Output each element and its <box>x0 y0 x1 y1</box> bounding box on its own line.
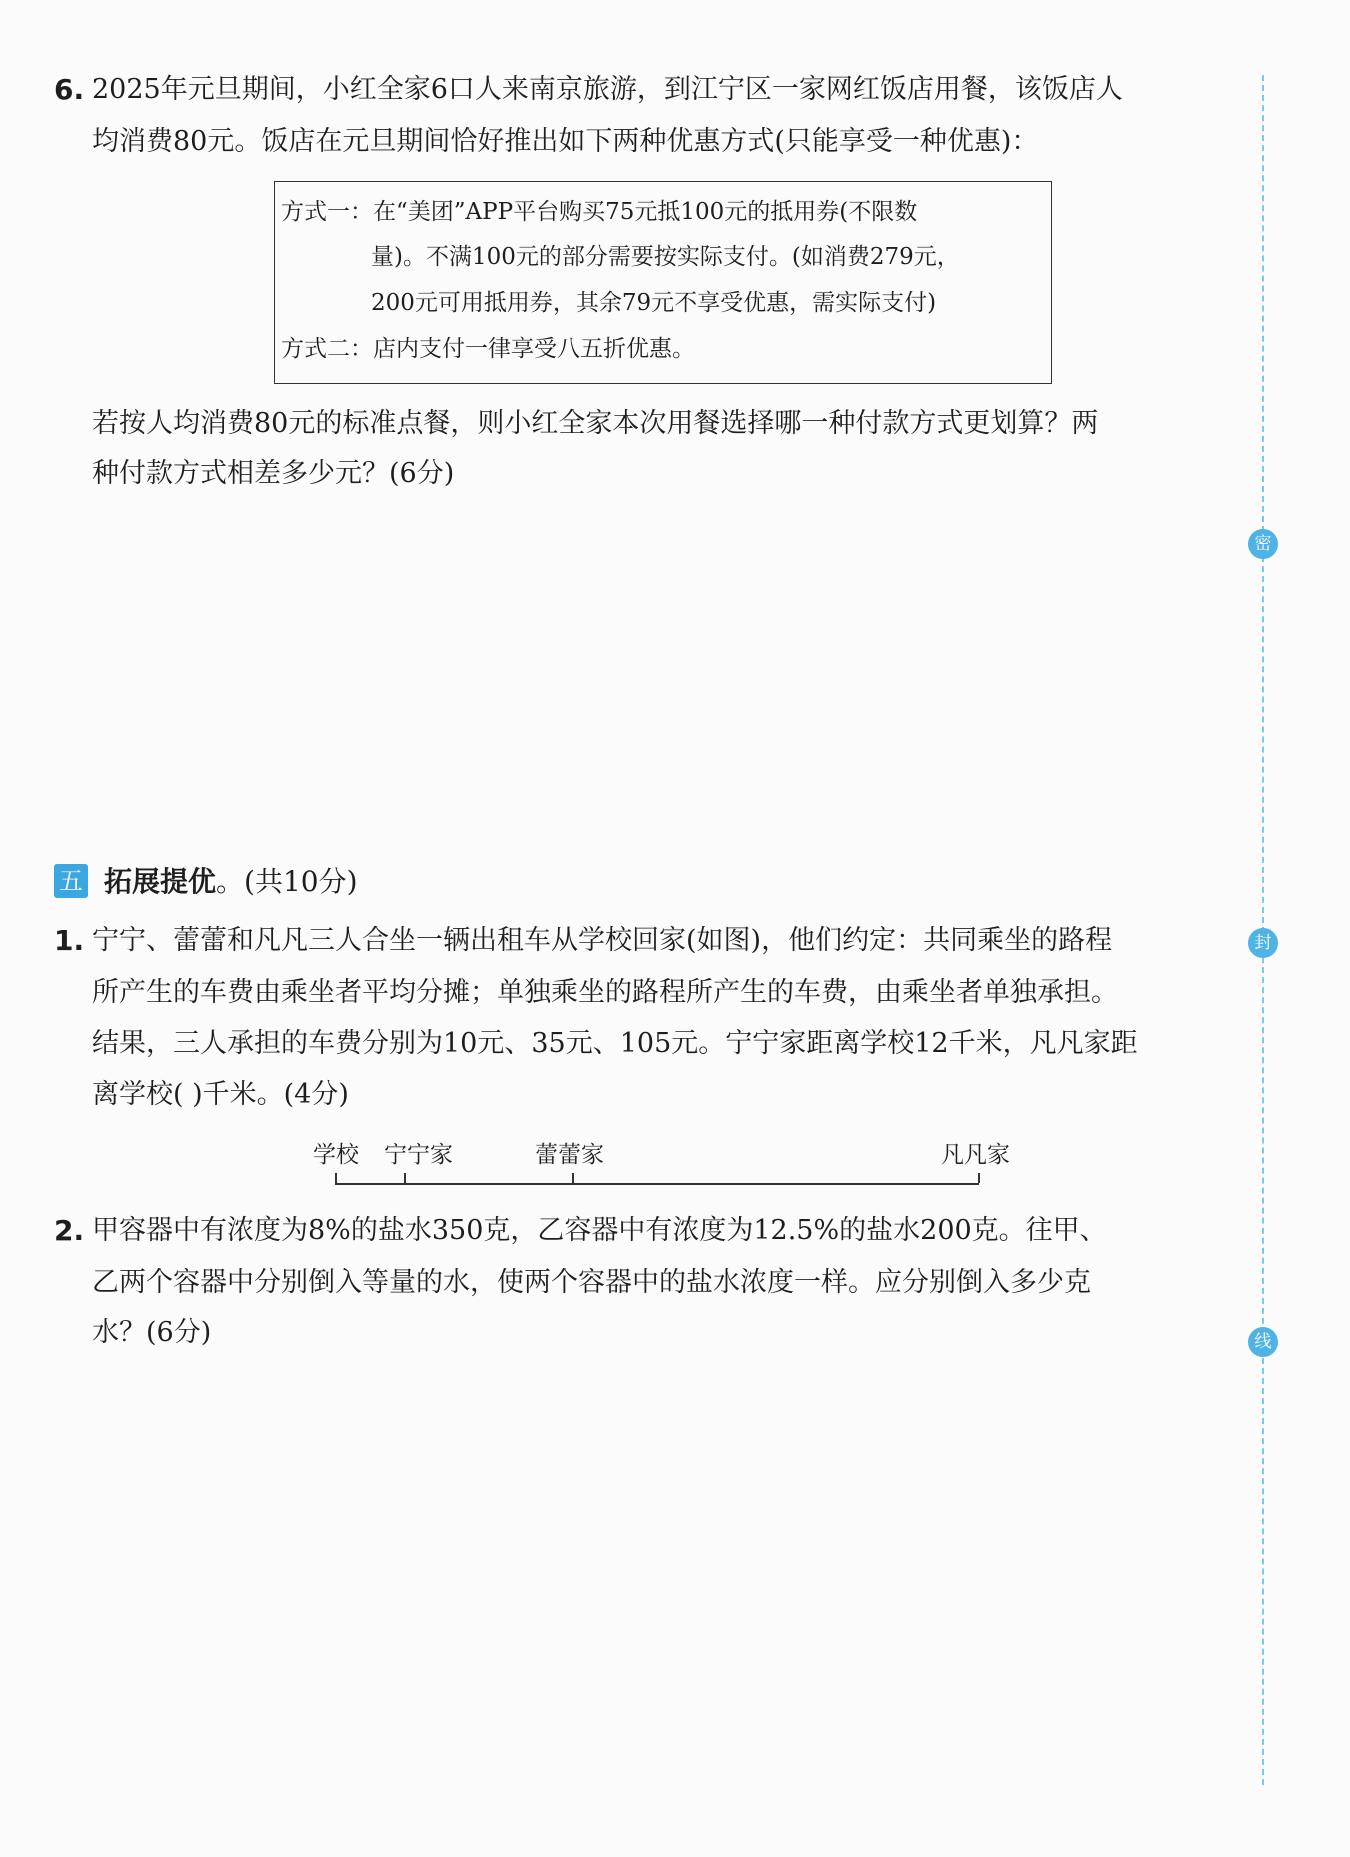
question-1-line-2: 所产生的车费由乘坐者平均分摊；单独乘坐的路程所产生的车费，由乘坐者单独承担。 <box>92 977 1118 1008</box>
route-tick-school <box>335 1173 337 1183</box>
question-2-number: 2. <box>54 1214 85 1247</box>
section-5-badge: 五 <box>54 864 88 898</box>
option-1-line-1: 方式一：在“美团”APP平台购买75元抵100元的抵用券(不限数 <box>281 199 918 225</box>
question-6-line-1: 2025年元旦期间，小红全家6口人来南京旅游，到江宁区一家网红饭店用餐，该饭店人 <box>92 74 1123 105</box>
route-tick-leilei <box>572 1173 574 1183</box>
question-1-number: 1. <box>54 924 85 957</box>
binding-mark-xian: 线 <box>1248 1327 1278 1357</box>
question-2-line-1: 甲容器中有浓度为8%的盐水350克，乙容器中有浓度为12.5%的盐水200克。往甲、 <box>92 1215 1107 1246</box>
map-label-fanfan-home: 凡凡家 <box>941 1142 1010 1168</box>
section-5-title <box>104 864 358 900</box>
question-2-line-3: 水？(6分) <box>92 1317 212 1348</box>
binding-mark-feng: 封 <box>1248 928 1278 958</box>
question-1-line-1: 宁宁、蕾蕾和凡凡三人合坐一辆出租车从学校回家(如图)，他们约定：共同乘坐的路程 <box>92 925 1113 956</box>
route-tick-fanfan <box>978 1173 980 1183</box>
option-1-line-3: 200元可用抵用券，其余79元不享受优惠，需实际支付) <box>371 290 937 316</box>
section-5-title-text: 拓展提优 <box>104 865 217 898</box>
map-label-ningning-home: 宁宁家 <box>384 1142 453 1168</box>
option-1-line-2: 量)。不满100元的部分需要按实际支付。(如消费279元， <box>371 244 960 270</box>
option-2-line: 方式二：店内支付一律享受八五折优惠。 <box>281 336 695 362</box>
question-6-ask-2: 种付款方式相差多少元？(6分) <box>92 458 455 489</box>
section-5-score: 。(共10分) <box>216 865 358 898</box>
route-tick-ningning <box>404 1173 406 1183</box>
discount-options-box <box>274 181 1052 384</box>
question-6-number: 6. <box>54 73 85 106</box>
map-label-school: 学校 <box>313 1142 359 1168</box>
map-label-leilei-home: 蕾蕾家 <box>535 1142 604 1168</box>
question-1-line-4: 离学校( )千米。(4分) <box>92 1079 349 1110</box>
binding-mark-mi: 密 <box>1248 529 1278 559</box>
route-line <box>335 1183 979 1185</box>
question-6-ask-1: 若按人均消费80元的标准点餐，则小红全家本次用餐选择哪一种付款方式更划算？两 <box>92 408 1099 439</box>
question-1-line-3: 结果，三人承担的车费分别为10元、35元、105元。宁宁家距离学校12千米，凡凡家距 <box>92 1028 1138 1059</box>
question-2-line-2: 乙两个容器中分别倒入等量的水，使两个容器中的盐水浓度一样。应分别倒入多少克 <box>92 1267 1091 1298</box>
question-6-line-2: 均消费80元。饭店在元旦期间恰好推出如下两种优惠方式(只能享受一种优惠)： <box>92 126 1039 157</box>
